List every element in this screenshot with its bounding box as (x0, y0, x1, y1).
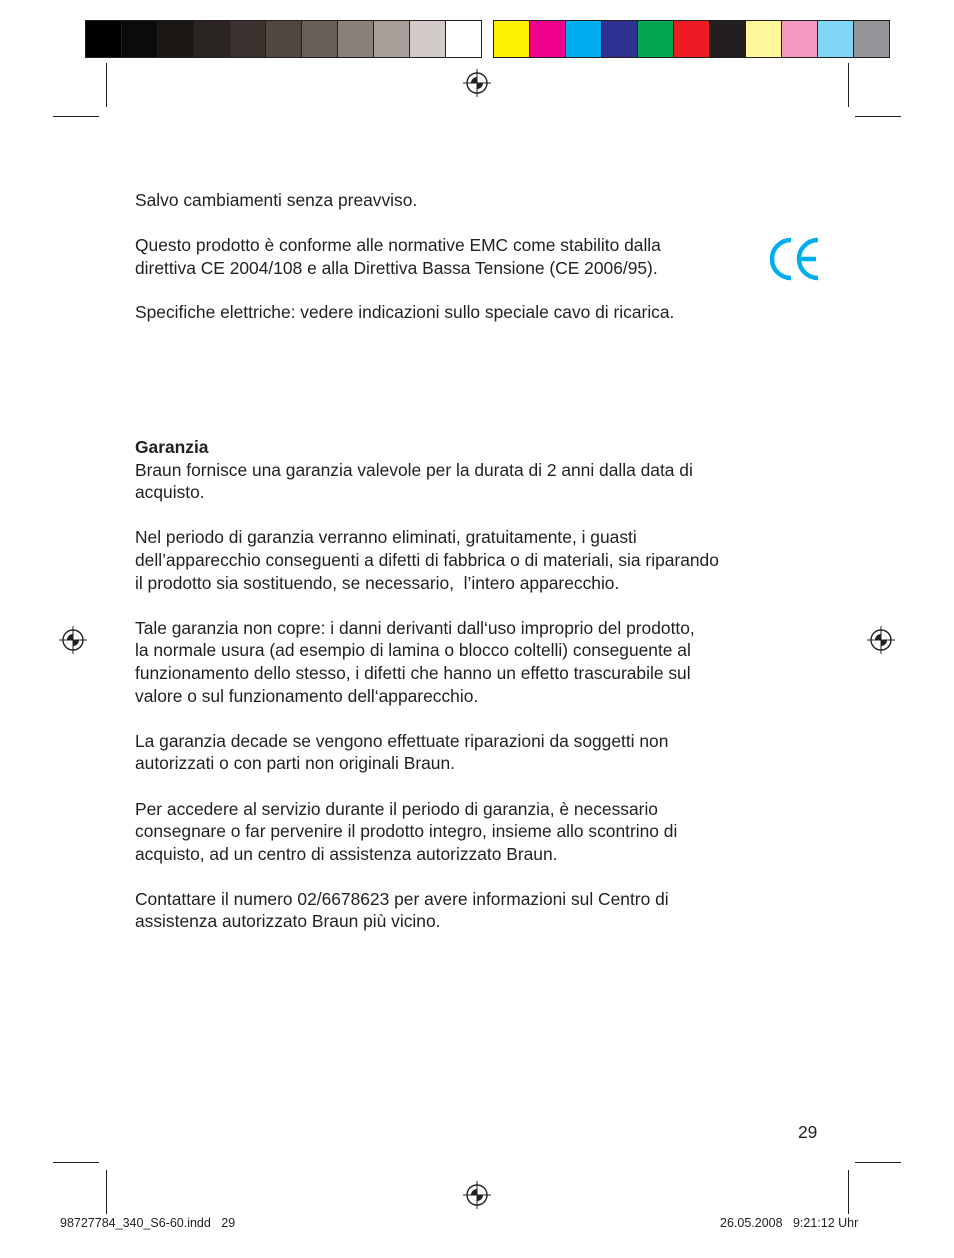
color-swatch (565, 20, 602, 58)
text-line: Nel periodo di garanzia verranno eliminati, gratuitamente, i guasti (135, 527, 637, 548)
text-line: la normale usura (ad esempio di lamina o blocco coltelli) conseguente al (135, 640, 691, 661)
color-swatch (529, 20, 566, 58)
color-swatch (121, 20, 158, 58)
color-swatch (601, 20, 638, 58)
text-line: Per accedere al servizio durante il periodo di garanzia, è necessario (135, 798, 658, 819)
color-swatch (673, 20, 710, 58)
text-line: autorizzati o con parti non originali Braun. (135, 753, 455, 774)
text-line: funzionamento dello stesso, i difetti che hanno un effetto trascurabile sul (135, 662, 691, 683)
text-line: Salvo cambiamenti senza preavviso. (135, 190, 418, 210)
electrical-spec-paragraph (135, 301, 674, 324)
conformity-paragraph (135, 234, 661, 279)
text-line: acquisto. (135, 482, 205, 503)
text-line: dell’apparecchio conseguenti a difetti di fabbrica o di materiali, sia riparando (135, 549, 719, 570)
text-line: Contattare il numero 02/6678623 per avere informazioni sul Centro di (135, 888, 669, 909)
color-swatch (373, 20, 410, 58)
crop-mark-bottom-left-v (106, 1170, 107, 1214)
crop-mark-top-right-h (855, 116, 901, 117)
color-swatch (301, 20, 338, 58)
text-line: acquisto, ad un centro di assistenza autorizzato Braun. (135, 843, 558, 864)
color-swatch (157, 20, 194, 58)
color-swatch (709, 20, 746, 58)
crop-mark-bottom-right-v (848, 1170, 849, 1214)
text-line: direttiva CE 2004/108 e alla Direttiva Bassa Tensione (CE 2006/95). (135, 257, 658, 278)
text-line: Questo prodotto è conforme alle normative EMC come stabilito dalla (135, 235, 661, 255)
spacer (135, 594, 719, 617)
color-swatch (853, 20, 890, 58)
color-swatch (229, 20, 266, 58)
color-swatch (781, 20, 818, 58)
color-swatch (337, 20, 374, 58)
registration-mark-icon (462, 68, 492, 98)
crop-mark-bottom-left-h (53, 1162, 99, 1163)
text-line: assistenza autorizzato Braun più vicino. (135, 911, 441, 932)
color-swatch (445, 20, 482, 58)
grayscale-swatches (86, 20, 482, 58)
text-line: valore o sul funzionamento dell‘apparecchio. (135, 685, 479, 706)
registration-mark-icon (58, 625, 88, 655)
crop-mark-top-left-v (106, 63, 107, 107)
spacer (135, 504, 719, 527)
text-line: Braun fornisce una garanzia valevole per la durata di 2 anni dalla data di (135, 459, 693, 480)
ce-mark-icon (770, 236, 822, 282)
color-swatch (637, 20, 674, 58)
color-calibration-bar (86, 20, 902, 58)
color-swatch (265, 20, 302, 58)
notice-paragraph (135, 189, 417, 212)
text-line: consegnare o far pervenire il prodotto integro, insieme allo scontrino di (135, 821, 678, 842)
crop-mark-top-left-h (53, 116, 99, 117)
color-swatch (85, 20, 122, 58)
color-swatch (409, 20, 446, 58)
text-line: Tale garanzia non copre: i danni derivanti dall‘uso improprio del prodotto, (135, 617, 695, 638)
text-line: il prodotto sia sostituendo, se necessario, l’intero apparecchio. (135, 572, 620, 593)
warranty-heading: Garanzia (135, 437, 209, 457)
slug-timestamp: 26.05.2008 9:21:12 Uhr (720, 1216, 859, 1230)
color-swatch (817, 20, 854, 58)
warranty-section (135, 436, 719, 933)
color-swatch (745, 20, 782, 58)
registration-mark-icon (866, 625, 896, 655)
crop-mark-top-right-v (848, 63, 849, 107)
color-swatches (494, 20, 890, 58)
text-line: La garanzia decade se vengono effettuate riparazioni da soggetti non (135, 730, 669, 751)
spacer (135, 707, 719, 730)
text-line: Specifiche elettriche: vedere indicazioni sullo speciale cavo di ricarica. (135, 302, 675, 322)
color-swatch (493, 20, 530, 58)
page-number: 29 (798, 1122, 818, 1142)
registration-mark-icon (462, 1180, 492, 1210)
spacer (135, 775, 719, 798)
spacer (135, 865, 719, 888)
crop-mark-bottom-right-h (855, 1162, 901, 1163)
color-swatch (193, 20, 230, 58)
slug-file-info: 98727784_340_S6-60.indd 29 (60, 1216, 236, 1230)
